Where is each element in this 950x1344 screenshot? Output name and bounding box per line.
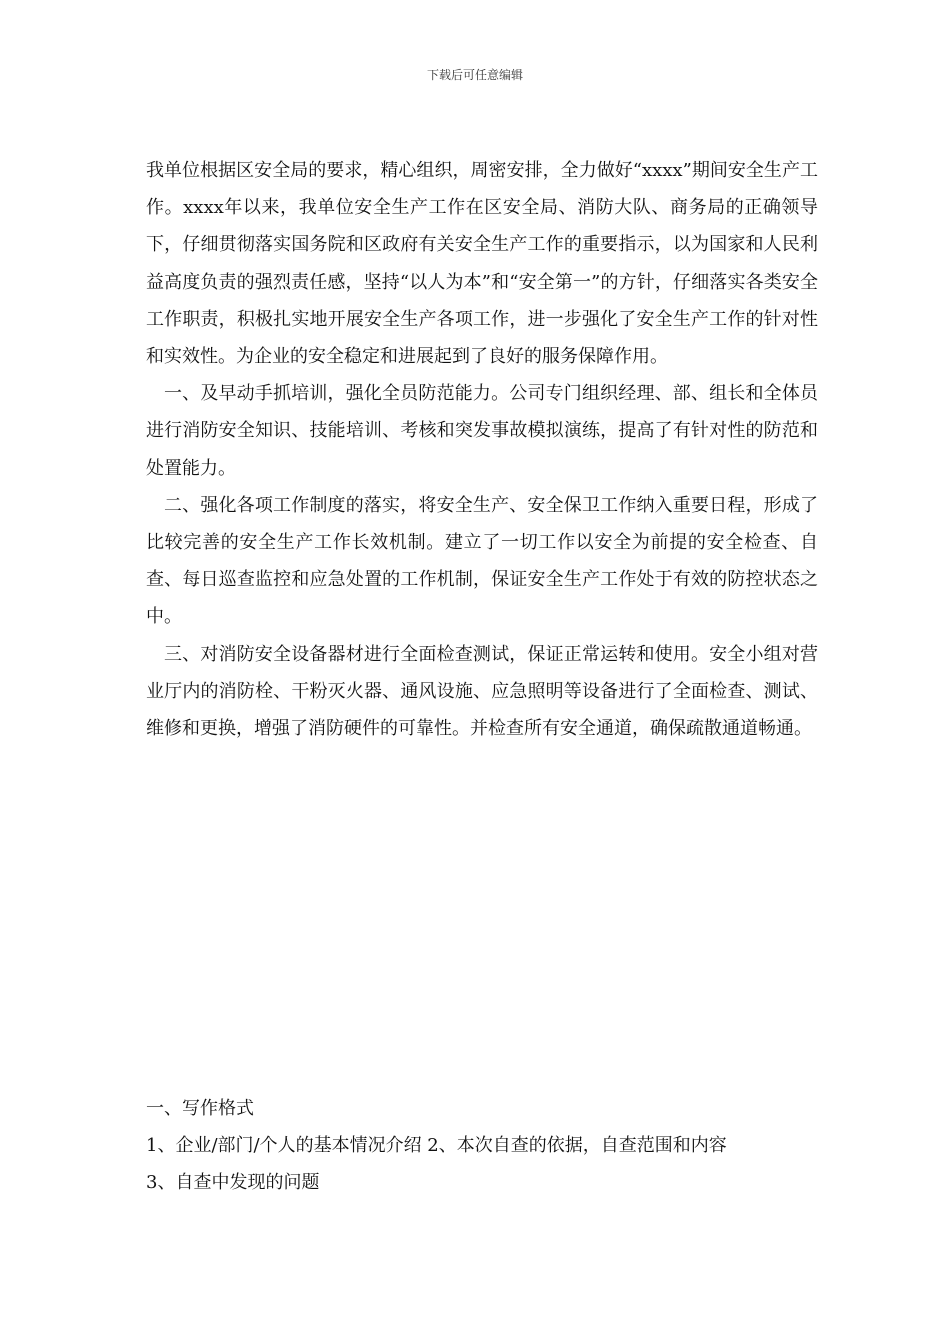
writing-format-item-3: 3、自查中发现的问题 bbox=[146, 1172, 320, 1193]
intro-paragraph: 我单位根据区安全局的要求，精心组织，周密安排，全力做好“xxxx”期间安全生产工作。xxxx年以来，我单位安全生产工作在区安全局、消防大队、商务局的正确领导下，仔细贯彻落实国务院和区政府有关安全生产工作的重要指示，以为国家和人民利益高度负责的强烈责任感，坚持“以人为本”和“安全第一”的方针，仔细落实各类安全工作职责，积极扎实地开展安全生产各项工作，进一步强化了安全生产工作的针对性和实效性。为企业的安全稳定和进展起到了良好的服务保障作用。 bbox=[146, 160, 818, 368]
section-two-paragraph: 二、强化各项工作制度的落实，将安全生产、安全保卫工作纳入重要日程，形成了比较完善的安全生产工作长效机制。建立了一切工作以安全为前提的安全检查、自查、每日巡查监控和应急处置的工作机制，保证安全生产工作处于有效的防控状态之中。 bbox=[146, 494, 818, 628]
page-header-note: 下载后可任意编辑 bbox=[426, 68, 523, 82]
document-body bbox=[146, 152, 818, 747]
section-one-paragraph: 一、及早动手抓培训，强化全员防范能力。公司专门组织经理、部、组长和全体员进行消防安全知识、技能培训、考核和突发事故模拟演练，提高了有针对性的防范和处置能力。 bbox=[146, 383, 818, 479]
writing-format-notes bbox=[146, 1090, 818, 1201]
writing-format-item-1-2: 1、企业/部门/个人的基本情况介绍 2、本次自查的依据，自查范围和内容 bbox=[146, 1135, 727, 1156]
section-three-paragraph: 三、对消防安全设备器材进行全面检查测试，保证正常运转和使用。安全小组对营业厅内的消防栓、干粉灭火器、通风设施、应急照明等设备进行了全面检查、测试、维修和更换，增强了消防硬件的可靠性。并检查所有安全通道，确保疏散通道畅通。 bbox=[146, 643, 818, 740]
writing-format-heading: 一、写作格式 bbox=[146, 1098, 254, 1119]
